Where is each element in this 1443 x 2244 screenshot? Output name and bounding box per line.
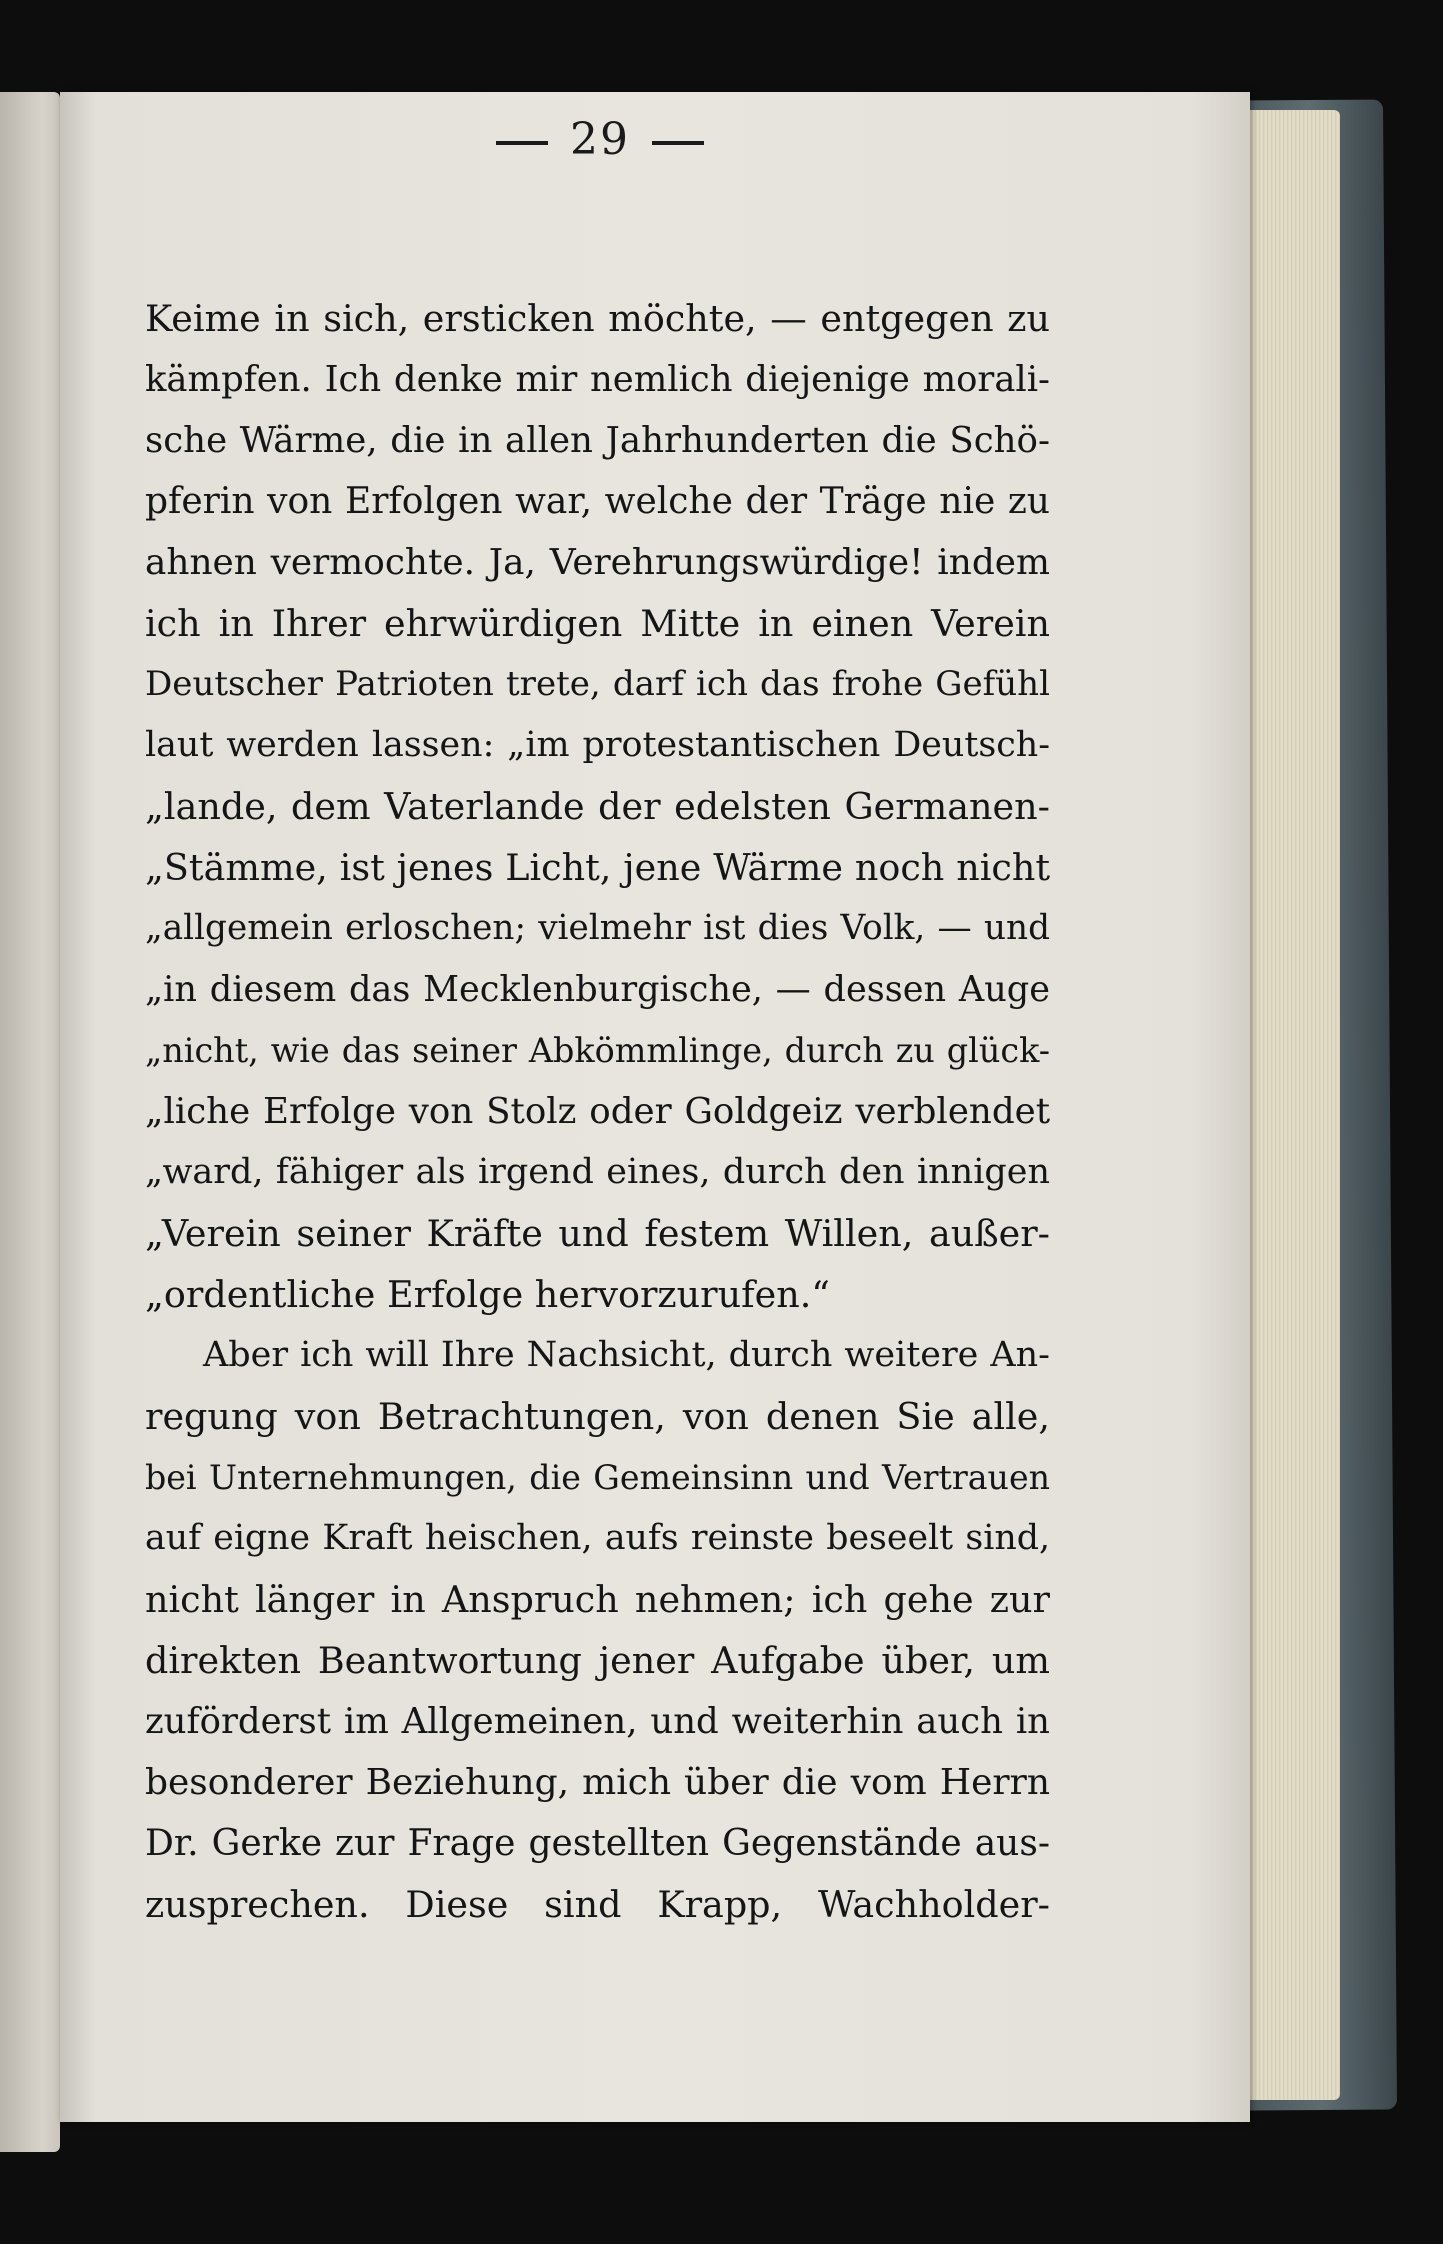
page-block-edges xyxy=(1240,110,1340,2100)
text-line: bei Unternehmungen, die Gemeinsinn und Vertrauen xyxy=(145,1458,1050,1497)
page-number-header xyxy=(440,114,760,165)
text-line: auf eigne Kraft heischen, aufs reinste beseelt sind, xyxy=(145,1518,1050,1558)
text-line: Keime in sich, ersticken möchte, — entgegen zu xyxy=(145,297,1050,340)
text-line: pferin von Erfolgen war, welche der Träge nie zu xyxy=(145,481,1050,522)
text-line: regung von Betrachtungen, von denen Sie alle, xyxy=(145,1395,1050,1438)
text-line: „ward, fähiger als irgend eines, durch den innigen xyxy=(145,1152,1050,1192)
text-line: nicht länger in Anspruch nehmen; ich gehe zur xyxy=(145,1578,1050,1621)
text-line: Dr. Gerke zur Frage gestellten Gegenstände aus- xyxy=(145,1823,1050,1864)
right-dash xyxy=(652,141,704,145)
text-line: zusprechen. Diese sind Krapp, Wachholder- xyxy=(145,1883,1050,1926)
page-number: 29 xyxy=(570,114,630,165)
body-text xyxy=(145,288,1050,1935)
text-line: „liche Erfolge von Stolz oder Goldgeiz verblendet xyxy=(145,1091,1050,1132)
text-line: laut werden lassen: „im protestantischen Deutsch- xyxy=(145,725,1050,765)
text-line: ahnen vermochte. Ja, Verehrungswürdige! indem xyxy=(145,542,1050,583)
left-page-edge xyxy=(0,92,60,2152)
text-line: „in diesem das Mecklenburgische, — dessen Auge xyxy=(145,969,1050,1010)
text-line: Aber ich will Ihre Nachsicht, durch weitere An- xyxy=(203,1335,1050,1375)
text-line: „nicht, wie das seiner Abkömmlinge, durch zu glück- xyxy=(145,1031,1050,1070)
text-line: direkten Beantwortung jener Aufgabe über, um xyxy=(145,1639,1050,1682)
text-line: kämpfen. Ich denke mir nemlich diejenige morali- xyxy=(145,359,1050,400)
text-line: besonderer Beziehung, mich über die vom Herrn xyxy=(145,1762,1050,1803)
text-line: zuförderst im Allgemeinen, und weiterhin auch in xyxy=(145,1701,1050,1742)
text-line: ich in Ihrer ehrwürdigen Mitte in einen Verein xyxy=(145,602,1050,645)
text-line: „lande, dem Vaterlande der edelsten Germanen- xyxy=(145,785,1050,828)
text-line: Deutscher Patrioten trete, darf ich das frohe Gefühl xyxy=(145,664,1050,704)
text-line: „allgemein erloschen; vielmehr ist dies Volk, — und xyxy=(145,908,1050,948)
left-dash xyxy=(496,141,548,145)
text-line: „Stämme, ist jenes Licht, jene Wärme noch nicht xyxy=(145,846,1050,889)
text-line: „Verein seiner Kräfte und festem Willen, außer- xyxy=(145,1212,1050,1255)
text-line: „ordentliche Erfolge hervorzurufen.“ xyxy=(145,1273,830,1316)
text-line: sche Wärme, die in allen Jahrhunderten die Schö- xyxy=(145,420,1050,461)
